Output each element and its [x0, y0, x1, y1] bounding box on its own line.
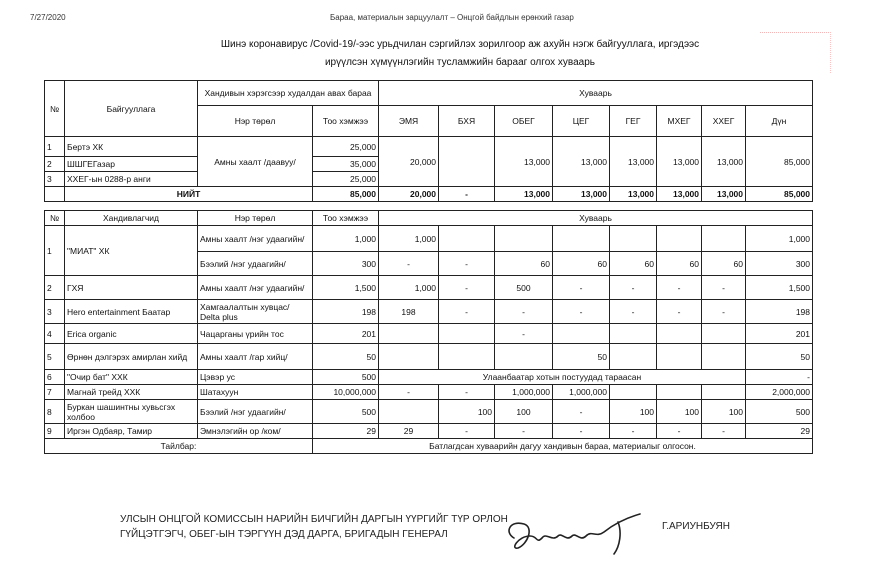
col-organization: Байгууллага	[65, 81, 198, 137]
value-geg: 13,000	[610, 137, 657, 187]
value-obeg: 13,000	[495, 137, 553, 187]
item-type: Бээлий /нэг удаагийн/	[198, 252, 313, 276]
quantity: 1,500	[313, 276, 379, 300]
value: -	[657, 300, 702, 324]
total-value: -	[439, 187, 495, 202]
value: -	[657, 424, 702, 439]
value: -	[439, 300, 495, 324]
row-no: 8	[45, 400, 65, 424]
row-no: 2	[45, 157, 65, 172]
value: -	[553, 300, 610, 324]
value: 60	[610, 252, 657, 276]
item-type: Амны хаалт /нэг удаагийн/	[198, 276, 313, 300]
value: 29	[379, 424, 439, 439]
value-bkhya	[439, 137, 495, 187]
item-type: Амны хаалт /даавуу/	[198, 137, 313, 187]
value: 198	[379, 300, 439, 324]
value	[553, 226, 610, 252]
total-value: 20,000	[379, 187, 439, 202]
value: 100	[610, 400, 657, 424]
value: 1,000	[379, 276, 439, 300]
value	[439, 324, 495, 344]
value: -	[439, 252, 495, 276]
value	[702, 324, 746, 344]
value: 2,000,000	[746, 385, 813, 400]
value	[439, 226, 495, 252]
total-label: НИЙТ	[65, 187, 313, 202]
value: 1,000	[379, 226, 439, 252]
value: -	[746, 370, 813, 385]
remark-text: Батлагдсан хуваарийн дагуу хандивын бараа, материалыг олгосон.	[313, 439, 813, 454]
org-name: Бертэ ХК	[65, 137, 198, 157]
org-name: ШШГЕГазар	[65, 157, 198, 172]
quantity: 1,000	[313, 226, 379, 252]
value: 100	[657, 400, 702, 424]
donor-name: "МИАТ" ХК	[65, 226, 198, 276]
quantity: 300	[313, 252, 379, 276]
item-type: Цэвэр ус	[198, 370, 313, 385]
value	[610, 324, 657, 344]
value: -	[610, 276, 657, 300]
value: 100	[495, 400, 553, 424]
value: -	[439, 276, 495, 300]
value: -	[702, 424, 746, 439]
remark-label: Тайлбар:	[45, 439, 313, 454]
signature-icon	[500, 508, 660, 558]
signatory-title-line2: ГҮЙЦЭТГЭГЧ, ОБЕГ-ЫН ТЭРГҮҮН ДЭД ДАРГА, БРИГАДЫН ГЕНЕРАЛ	[120, 529, 448, 540]
page-header: Бараа, материалын зарцуулалт – Онцгой байдлын ерөнхий газар	[330, 13, 574, 22]
value: -	[610, 300, 657, 324]
quantity: 500	[313, 400, 379, 424]
col-schedule: Хуваарь	[379, 211, 813, 226]
total-value: 13,000	[702, 187, 746, 202]
col-obeg: ОБЕГ	[495, 106, 553, 137]
col-mkheg: МХЕГ	[657, 106, 702, 137]
donor-name: Өрнөн дэлгэрэх амирлан хийд	[65, 344, 198, 370]
quantity: 201	[313, 324, 379, 344]
value: 300	[746, 252, 813, 276]
item-type: Эмнэлэгийн ор /ком/	[198, 424, 313, 439]
value: 60	[553, 252, 610, 276]
col-total: Дүн	[746, 106, 813, 137]
value: -	[702, 300, 746, 324]
row-no: 7	[45, 385, 65, 400]
quantity: 25,000	[313, 137, 379, 157]
value: 1,000,000	[553, 385, 610, 400]
item-type: Шатахуун	[198, 385, 313, 400]
value	[379, 400, 439, 424]
col-emya: ЭМЯ	[379, 106, 439, 137]
quantity: 25,000	[313, 172, 379, 187]
col-quantity: Тоо хэмжээ	[313, 106, 379, 137]
document-title-line2: ирүүлсэн хүмүүнлэгийн тусламжийн барааг олгох хуваарь	[324, 57, 596, 68]
item-type: Амны хаалт /нэг удаагийн/	[198, 226, 313, 252]
value	[439, 344, 495, 370]
row-no: 3	[45, 300, 65, 324]
value	[610, 385, 657, 400]
value-emya: 20,000	[379, 137, 439, 187]
row-no: 5	[45, 344, 65, 370]
item-type: Амны хаалт /гар хийц/	[198, 344, 313, 370]
item-type: Хамгаалалтын хувцас/ Delta plus	[198, 300, 313, 324]
donor-name: Буркан шашинтны хувьсгэх холбоо	[65, 400, 198, 424]
value	[702, 226, 746, 252]
value: 198	[746, 300, 813, 324]
value: 500	[495, 276, 553, 300]
col-no: №	[45, 211, 65, 226]
donor-name: "Очир бат" ХХК	[65, 370, 198, 385]
row-no: 2	[45, 276, 65, 300]
value: -	[553, 424, 610, 439]
total-value: 13,000	[657, 187, 702, 202]
value: 29	[746, 424, 813, 439]
total-value: 85,000	[746, 187, 813, 202]
total-value: 13,000	[553, 187, 610, 202]
item-type: Бээлий /нэг удаагийн/	[198, 400, 313, 424]
value	[379, 324, 439, 344]
signatory-name: Г.АРИУНБУЯН	[662, 521, 730, 532]
value	[553, 324, 610, 344]
col-quantity: Тоо хэмжээ	[313, 211, 379, 226]
donor-name: Erica organic	[65, 324, 198, 344]
value: -	[439, 385, 495, 400]
col-tseg: ЦЕГ	[553, 106, 610, 137]
total-value: 13,000	[495, 187, 553, 202]
value: 1,000,000	[495, 385, 553, 400]
org-name: ХХЕГ-ын 0288-р анги	[65, 172, 198, 187]
total-quantity: 85,000	[313, 187, 379, 202]
donor-name: ГХЯ	[65, 276, 198, 300]
value: -	[610, 424, 657, 439]
donor-name: Иргэн Одбаяр, Тамир	[65, 424, 198, 439]
col-donor: Хандивлагчид	[65, 211, 198, 226]
value: 500	[746, 400, 813, 424]
red-stamp-mark	[760, 32, 831, 73]
value: -	[379, 252, 439, 276]
value	[657, 344, 702, 370]
col-no: №	[45, 81, 65, 137]
value: -	[495, 324, 553, 344]
quantity: 198	[313, 300, 379, 324]
value	[702, 385, 746, 400]
value-khkheg: 13,000	[702, 137, 746, 187]
quantity: 29	[313, 424, 379, 439]
value: -	[379, 385, 439, 400]
col-schedule: Хуваарь	[379, 81, 813, 106]
value	[495, 344, 553, 370]
col-type: Нэр төрөл	[198, 211, 313, 226]
value: 60	[495, 252, 553, 276]
quantity: 10,000,000	[313, 385, 379, 400]
value: -	[495, 300, 553, 324]
total-value: 13,000	[610, 187, 657, 202]
value: 201	[746, 324, 813, 344]
donor-name: Магнай трейд ХХК	[65, 385, 198, 400]
col-geg: ГЕГ	[610, 106, 657, 137]
value: -	[702, 276, 746, 300]
donor-name: Hero entertainment Баатар	[65, 300, 198, 324]
value	[657, 385, 702, 400]
distribution-note: Улаанбаатар хотын постуудад тараасан	[379, 370, 746, 385]
value-total: 85,000	[746, 137, 813, 187]
document-title-line1: Шинэ коронавирус /Covid-19/-ээс урьдчилан сэргийлэх зорилгоор аж ахуйн нэгж байгууллага, иргэдээс	[220, 39, 700, 50]
value: 100	[439, 400, 495, 424]
col-donated-items: Хандивын хэрэгсээр худалдан авах бараа	[198, 81, 379, 106]
value-mkheg: 13,000	[657, 137, 702, 187]
value-tseg: 13,000	[553, 137, 610, 187]
value	[657, 324, 702, 344]
col-bkhya: БХЯ	[439, 106, 495, 137]
value: 60	[702, 252, 746, 276]
quantity: 35,000	[313, 157, 379, 172]
value: -	[439, 424, 495, 439]
row-no: 6	[45, 370, 65, 385]
row-no: 3	[45, 172, 65, 187]
row-no: 1	[45, 226, 65, 276]
quantity: 50	[313, 344, 379, 370]
value: 1,500	[746, 276, 813, 300]
row-no: 1	[45, 137, 65, 157]
value	[495, 226, 553, 252]
value	[610, 226, 657, 252]
value: 50	[553, 344, 610, 370]
value	[379, 344, 439, 370]
distribution-table	[44, 80, 813, 454]
value	[610, 344, 657, 370]
value: 100	[702, 400, 746, 424]
item-type: Чацарганы үрийн тос	[198, 324, 313, 344]
value	[702, 344, 746, 370]
value: 1,000	[746, 226, 813, 252]
value: -	[495, 424, 553, 439]
quantity: 500	[313, 370, 379, 385]
value: 60	[657, 252, 702, 276]
value: 50	[746, 344, 813, 370]
col-khkheg: ХХЕГ	[702, 106, 746, 137]
row-no: 4	[45, 324, 65, 344]
value: -	[553, 400, 610, 424]
signatory-title-line1: УЛСЫН ОНЦГОЙ КОМИССЫН НАРИЙН БИЧГИЙН ДАРГЫН ҮҮРГИЙГ ТҮР ОРЛОН	[120, 514, 508, 525]
row-no: 9	[45, 424, 65, 439]
value	[657, 226, 702, 252]
print-date: 7/27/2020	[30, 13, 66, 22]
value: -	[553, 276, 610, 300]
value: -	[657, 276, 702, 300]
col-type: Нэр төрөл	[198, 106, 313, 137]
